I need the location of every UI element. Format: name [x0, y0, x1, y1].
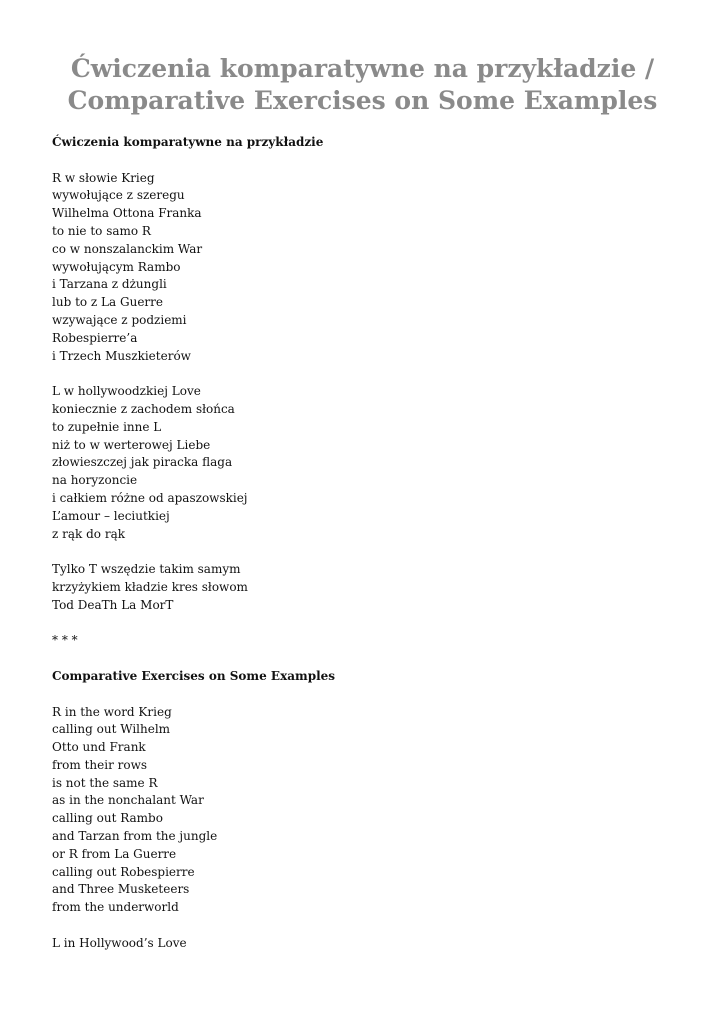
poem-line: Robespierre’a	[52, 330, 138, 345]
poem-stanza	[52, 561, 672, 614]
poem-line: L in Hollywood’s Love	[52, 935, 187, 950]
poem-line: niż to w werterowej Liebe	[52, 437, 211, 452]
poem-line: i Trzech Muszkieterów	[52, 348, 191, 363]
poem-line: and Tarzan from the jungle	[52, 829, 218, 844]
poem-content	[52, 134, 672, 970]
poem-line: to nie to samo R	[52, 223, 151, 238]
poem-line: R in the word Krieg	[52, 704, 172, 719]
poem-line: to zupełnie inne L	[52, 419, 162, 434]
poem-line: and Three Musketeers	[52, 882, 190, 897]
poem-stanza	[52, 704, 672, 918]
poem-line: co w nonszalanckim War	[52, 241, 203, 256]
poem-line: wywołujące z szeregu	[52, 188, 185, 203]
section-separator: * * *	[52, 633, 78, 648]
poem-line: na horyzoncie	[52, 473, 138, 488]
poem-stanza	[52, 383, 672, 543]
english-poem-heading: Comparative Exercises on Some Examples	[52, 668, 336, 683]
poem-line: wzywające z podziemi	[52, 312, 187, 327]
poem-line: from the underworld	[52, 900, 179, 915]
poem-line: złowieszczej jak piracka flaga	[52, 455, 233, 470]
poem-line: calling out Robespierre	[52, 864, 195, 879]
poem-line: krzyżykiem kładzie kres słowom	[52, 579, 248, 594]
poem-line: as in the nonchalant War	[52, 793, 204, 808]
poem-stanza	[52, 170, 672, 366]
poem-line: i całkiem różne od apaszowskiej	[52, 490, 248, 505]
poem-line: Wilhelma Ottona Franka	[52, 206, 202, 221]
poem-line: z rąk do rąk	[52, 526, 125, 541]
poem-line: or R from La Guerre	[52, 846, 177, 861]
poem-line: L’amour – leciutkiej	[52, 508, 170, 523]
polish-poem-heading: Ćwiczenia komparatywne na przykładzie	[52, 135, 324, 149]
page-title	[60, 53, 665, 117]
page-title-line-1: Ćwiczenia komparatywne na przykładzie /	[70, 54, 655, 83]
poem-line: Tylko T wszędzie takim samym	[52, 562, 241, 577]
poem-line: calling out Rambo	[52, 811, 163, 826]
poem-line: is not the same R	[52, 775, 158, 790]
poem-line: L w hollywoodzkiej Love	[52, 384, 201, 399]
poem-line: i Tarzana z dżungli	[52, 277, 167, 292]
poem-line: R w słowie Krieg	[52, 170, 155, 185]
poem-line: wywołującym Rambo	[52, 259, 181, 274]
poem-line: calling out Wilhelm	[52, 722, 171, 737]
poem-line: from their rows	[52, 757, 148, 772]
poem-stanza	[52, 935, 672, 953]
page-title-line-2: Comparative Exercises on Some Examples	[67, 86, 658, 115]
poem-line: Otto und Frank	[52, 740, 146, 755]
poem-line: Tod DeaTh La MorT	[52, 597, 174, 612]
poem-line: lub to z La Guerre	[52, 295, 163, 310]
poem-line: koniecznie z zachodem słońca	[52, 401, 235, 416]
